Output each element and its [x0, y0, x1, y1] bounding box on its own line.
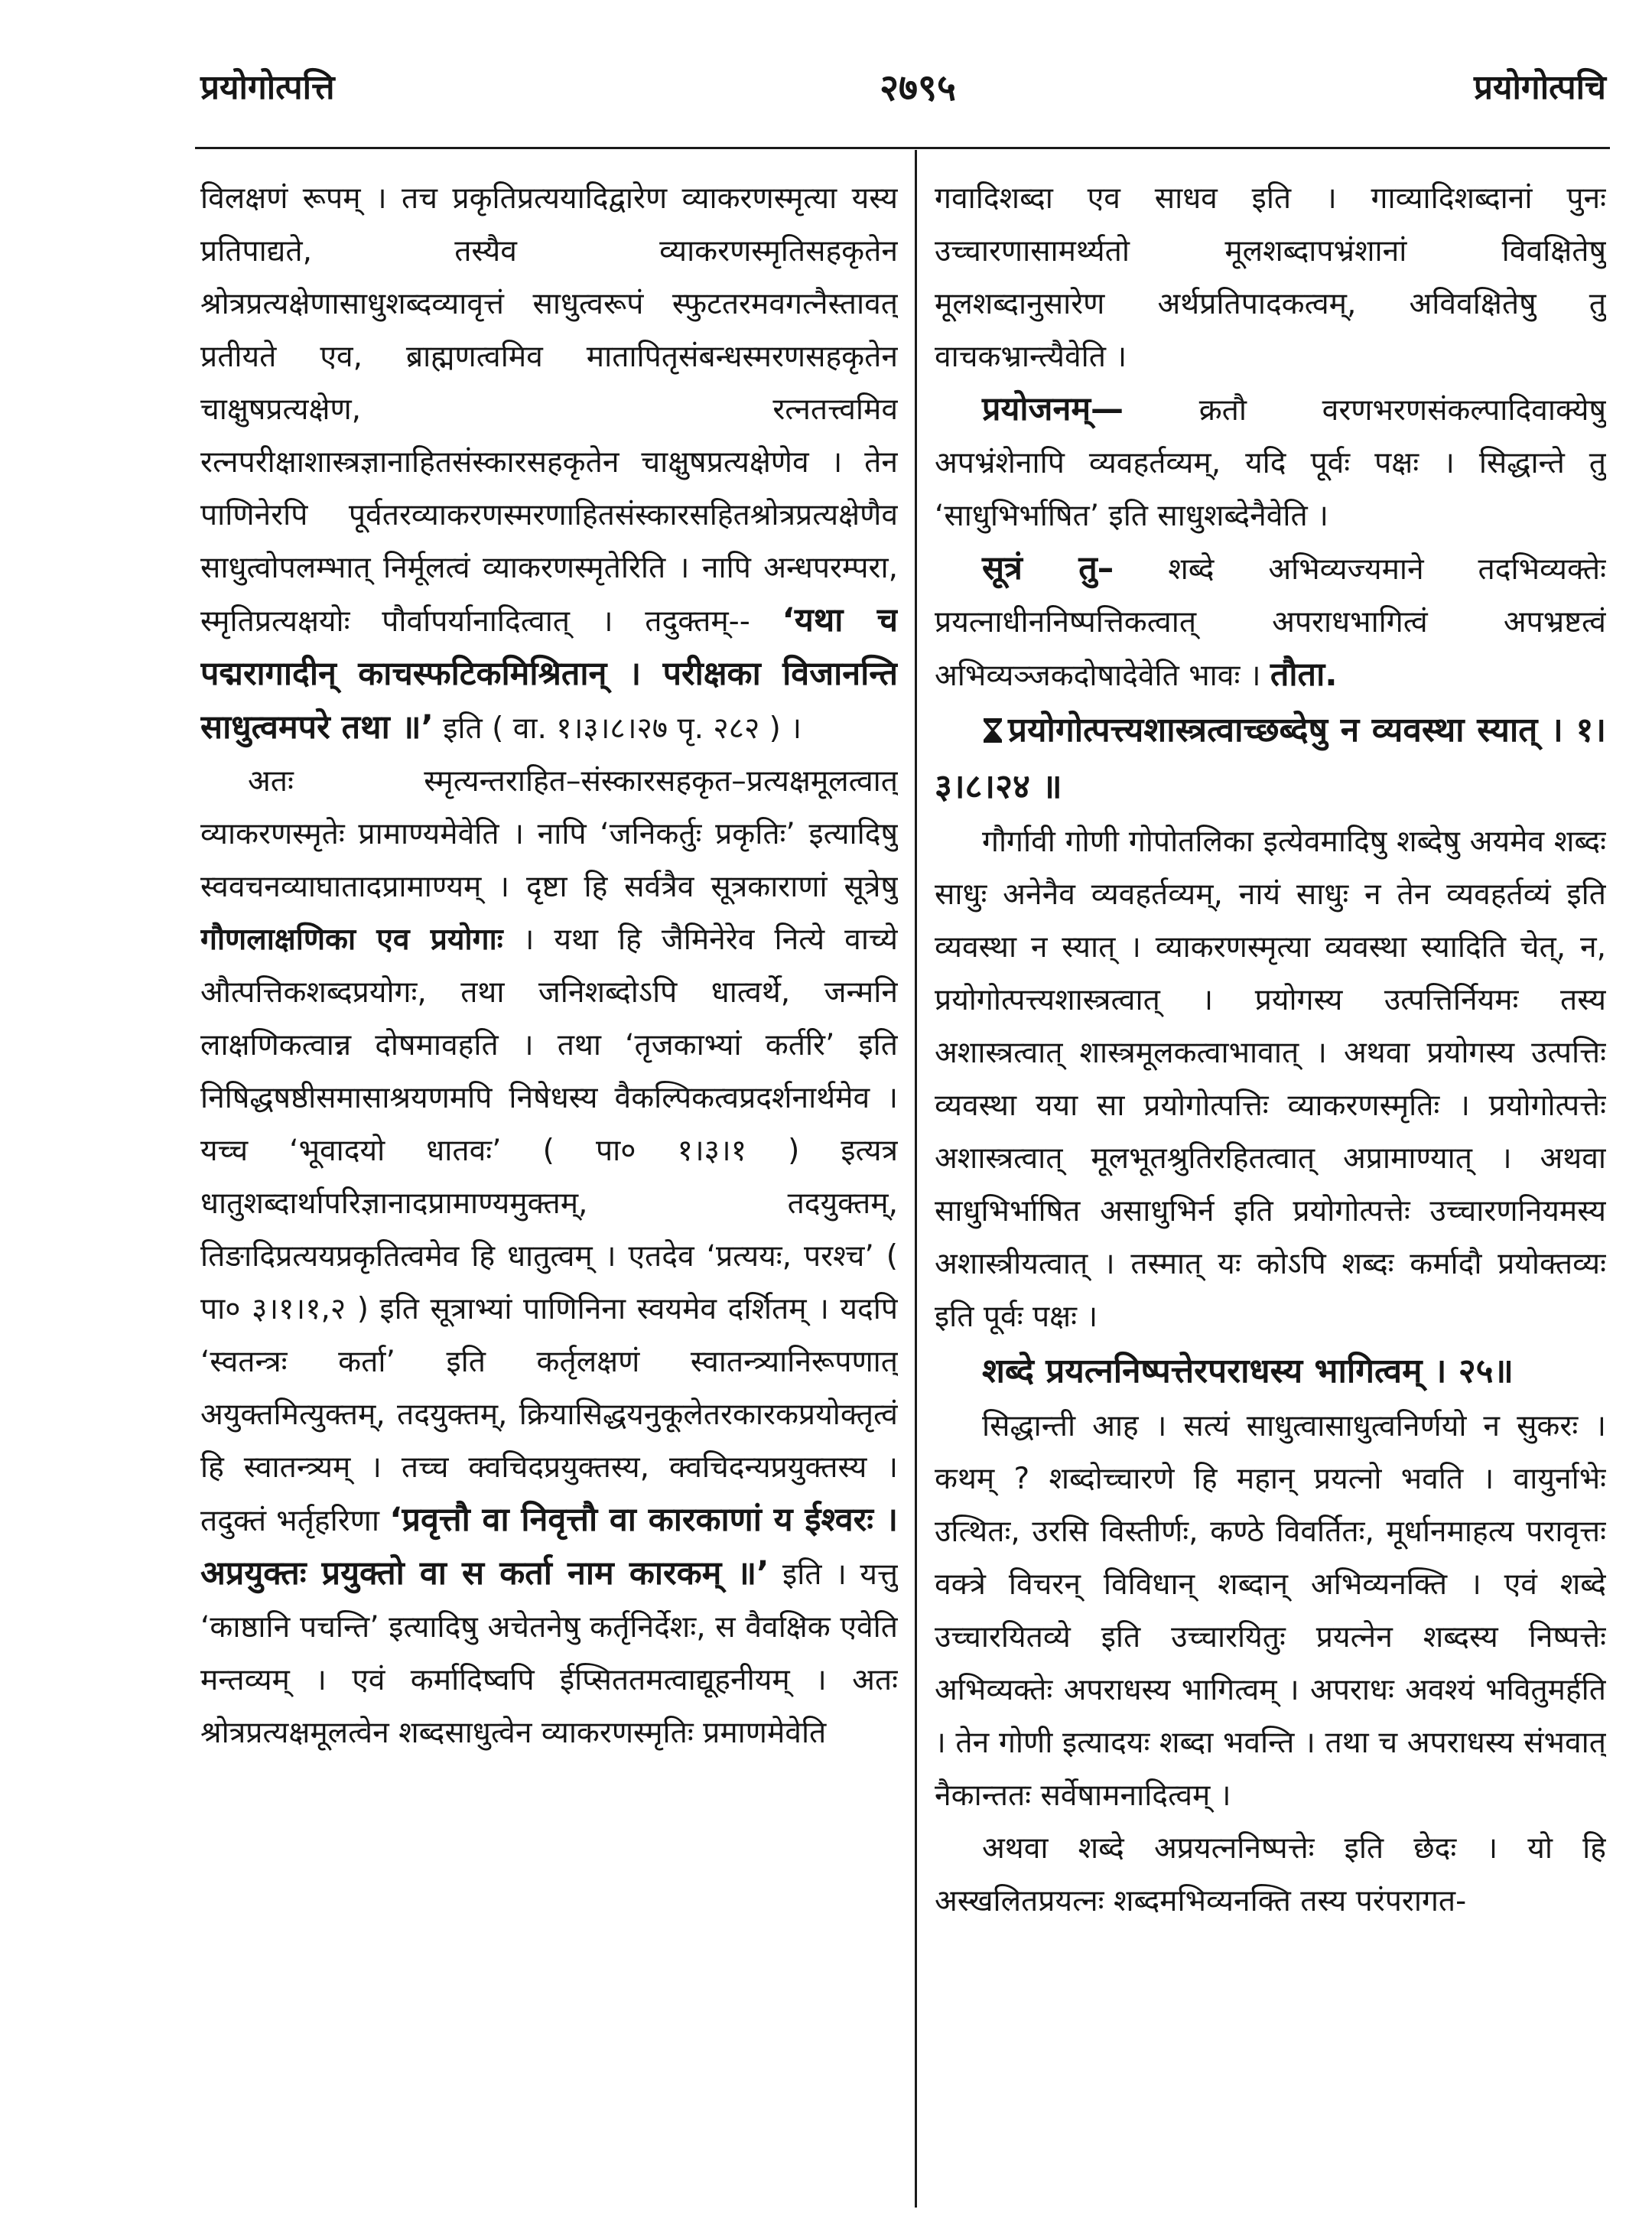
sutra-25-heading: शब्दे प्रयत्ननिष्पत्तेरपराधस्य भागित्वम् । २५॥ — [982, 1352, 1514, 1391]
gauna-phrase: गौणलाक्षणिका एव प्रयोगाः — [200, 922, 503, 957]
prayojanam-label: प्रयोजनम्— — [982, 390, 1124, 428]
left-p1-text: विलक्षणं रूपम् । तच प्रकृतिप्रत्ययादिद्वारेण व्याकरणस्मृत्या यस्य प्रतिपाद्यते, तस्यैव व्याकरणस्मृतिसहकृतेन श्रोत्रप्रत्यक्षेणासाधुशब्दव्यावृत्तं साधुत्वरूपं स्फुटतरमवगत्नैस्तावत् प्रतीयते एव, ब्राह्मणत्वमिव मातापितृसंबन्धस्मरणसहकृतेन चाक्षुषप्रत्यक्षेण, रत्नतत्त्वमिव रत्नपरीक्षाशास्त्रज्ञानाहितसंस्कारसहकृतेन चाक्षुषप्रत्यक्षेणेव । तेन पाणिनेरपि पूर्वतरव्याकरणस्मरणाहितसंस्कारसहितश्रोत्रप्रत्यक्षेणैव साधुत्वोपलम्भात् निर्मूलत्वं व्याकरणस्मृतेरिति । नापि अन्धपरम्परा, स्मृतिप्रत्यक्षयोः पौर्वापर्यानादित्वात् । तदुक्तम्-- — [200, 181, 898, 639]
sutra-24-text: प्रयोगोत्पत्त्यशास्त्रत्वाच्छब्देषु न व्यवस्था स्यात् । १।३।८।२४ ॥ — [935, 711, 1606, 806]
running-head-right: प्रयोगोत्पचि — [1473, 68, 1606, 107]
left-column — [200, 172, 898, 2211]
sutram-paragraph — [935, 542, 1606, 702]
right-paragraph-4: अथवा शब्दे अप्रयत्ननिष्पत्तेः इति छेदः । यो हि अस्खलितप्रयत्नः शब्दमभिव्यनक्ति तस्य परंपरागत- — [935, 1831, 1606, 1918]
page-number: २७९५ — [880, 67, 956, 109]
sutram-text: शब्दे अभिव्यज्यमाने तदभिव्यक्तेः प्रयत्नाधीननिष्पत्तिकत्वात् अपराधभागित्वं अपभ्रष्टत्वं अभिव्यञ्जकदोषादेवेति भावः । — [935, 552, 1606, 693]
right-paragraph-3: सिद्धान्ती आह । सत्यं साधुत्वासाधुत्वनिर्णयो न सुकरः । कथम् ? शब्दोच्चारणे हि महान् प्रयत्नो भवति । वायुर्नाभेः उत्थितः, उरसि विस्तीर्णः, कण्ठे विवर्तितः, मूर्धानमाहत्य परावृत्तः वक्त्रे विचरन् विविधान् शब्दान् अभिव्यनक्ति । एवं शब्दे उच्चारयितव्ये इति उच्चारयितुः प्रयत्नेन शब्दस्य निष्पत्तेः अभिव्यक्तेः अपराधस्य भागित्वम् । अपराधः अवश्यं भवितुमर्हति । तेन गोणी इत्यादयः शब्दा भवन्ति । तथा च अपराधस्य संभवात् नैकान्ततः सर्वेषामनादित्वम् । — [935, 1409, 1606, 1813]
right-column — [935, 172, 1606, 2211]
kumarila-verse: ‘यथा च पद्मरागादीन् काचस्फटिकमिश्रितान् । परीक्षका विजानन्ति साधुत्वमपरे तथा ॥’ — [200, 601, 898, 747]
left-p2-rest: । यथा हि जैमिनेरेव नित्ये वाच्ये औत्पत्तिकशब्दप्रयोगः, तथा जनिशब्दोऽपि धात्वर्थे, जन्मनि लाक्षणिकत्वान्न दोषमावहति । तथा ‘तृजकाभ्यां कर्तरि’ इति निषिद्धषष्ठीसमासाश्रयणमपि निषेधस्य वैकल्पिकत्वप्रदर्शनार्थमेव । यच्च ‘भूवादयो धातवः’ ( पा० १।३।१ ) इत्यत्र धातुशब्दार्थापरिज्ञानादप्रामाण्यमुक्तम्, तदयुक्तम्, तिङादिप्रत्ययप्रकृतित्वमेव हि धातुत्वम् । एतदेव ‘प्रत्ययः, परश्च’ ( पा० ३।१।१,२ ) इति सूत्राभ्यां पाणिनिना स्वयमेव दर्शितम् । यदपि ‘स्वतन्त्रः कर्ता’ इति कर्तृलक्षणं स्वातन्त्र्यानिरूपणात् अयुक्तमित्युक्तम्, तदयुक्तम्, क्रियासिद्धयनुकूलेतरकारकप्रयोक्तृत्वं हि स्वातन्त्र्यम् । तच्च क्वचिदप्रयुक्तस्य, क्वचिदन्यप्रयुक्तस्य । तदुक्तं भर्तृहरिणा — [200, 922, 898, 1538]
left-paragraph-1 — [200, 172, 898, 755]
tauta-abbrev: तौता. — [1270, 656, 1338, 694]
bhartrhari-verse: ‘प्रवृत्तौ वा निवृत्तौ वा कारकाणां य ईश्वरः । अप्रयुक्तः प्रयुक्तो वा स कर्ता नाम कारकम् ॥’ — [200, 1501, 898, 1593]
left-p2-end: इति । यत्तु ‘काष्ठानि पचन्ति’ इत्यादिषु अचेतनेषु कर्तृनिर्देशः, स वैवक्षिक एवेति मन्तव्यम् । एवं कर्मादिष्वपि ईप्सिततमत्वाद्यूहनीयम् । अतः श्रोत्रप्रत्यक्षमूलत्वेन शब्दसाधुत्वेन व्याकरणस्मृतिः प्रमाणमेवेति — [200, 1557, 898, 1750]
sutra-24-heading — [935, 702, 1606, 815]
hourglass-icon — [982, 717, 1003, 744]
verse-reference: इति ( वा. १।३।८।२७ पृ. २८२ ) । — [433, 711, 802, 746]
sutram-label: सूत्रं तु– — [982, 549, 1114, 587]
prayojanam-paragraph — [935, 383, 1606, 542]
running-head-left: प्रयोगोत्पत्ति — [200, 68, 335, 107]
right-paragraph-1: गवादिशब्दा एव साधव इति । गाव्यादिशब्दानां पुनः उच्चारणासामर्थ्यतो मूलशब्दापभ्रंशानां विवक्षितेषु मूलशब्दानुसारेण अर्थप्रतिपादकत्वम्, अविवक्षितेषु तु वाचकभ्रान्त्यैवेति । — [935, 181, 1606, 374]
left-p2-text: अतः स्मृत्यन्तराहित–संस्कारसहकृत–प्रत्यक्षमूलत्वात् व्याकरणस्मृतेः प्रामाण्यमेवेति । नापि ‘जनिकर्तुः प्रकृतिः’ इत्यादिषु स्ववचनव्याघातादप्रामाण्यम् । दृष्टा हि सर्वत्रैव सूत्रकाराणां सूत्रेषु — [200, 764, 898, 904]
left-paragraph-2 — [200, 755, 898, 1759]
column-divider — [915, 150, 917, 2208]
header-rule — [195, 147, 1610, 149]
prayojanam-text: क्रतौ वरणभरणसंकल्पादिवाक्येषु अपभ्रंशेनापि व्यवहर्तव्यम्, यदि पूर्वः पक्षः । सिद्धान्ते तु ‘साधुभिर्भाषित’ इति साधुशब्देनैवेति । — [935, 393, 1606, 533]
right-paragraph-2: गौर्गावी गोणी गोपोतलिका इत्येवमादिषु शब्देषु अयमेव शब्दः साधुः अनेनैव व्यवहर्तव्यम्, नायं साधुः न तेन व्यवहर्तव्यं इति व्यवस्था न स्यात् । व्याकरणस्मृत्या व्यवस्था स्यादिति चेत्, न, प्रयोगोत्पत्त्यशास्त्रत्वात् । प्रयोगस्य उत्पत्तिर्नियमः तस्य अशास्त्रत्वात् शास्त्रमूलकत्वाभावात् । अथवा प्रयोगस्य उत्पत्तिः व्यवस्था यया सा प्रयोगोत्पत्तिः व्याकरणस्मृतिः । प्रयोगोत्पत्तेः अशास्त्रत्वात् मूलभूतश्रुतिरहितत्वात् अप्रामाण्यात् । अथवा साधुभिर्भाषित असाधुभिर्न इति प्रयोगोत्पत्तेः उच्चारणनियमस्य अशास्त्रीयत्वात् । तस्मात् यः कोऽपि शब्दः कर्मादौ प्रयोक्तव्यः इति पूर्वः पक्षः । — [935, 825, 1606, 1334]
